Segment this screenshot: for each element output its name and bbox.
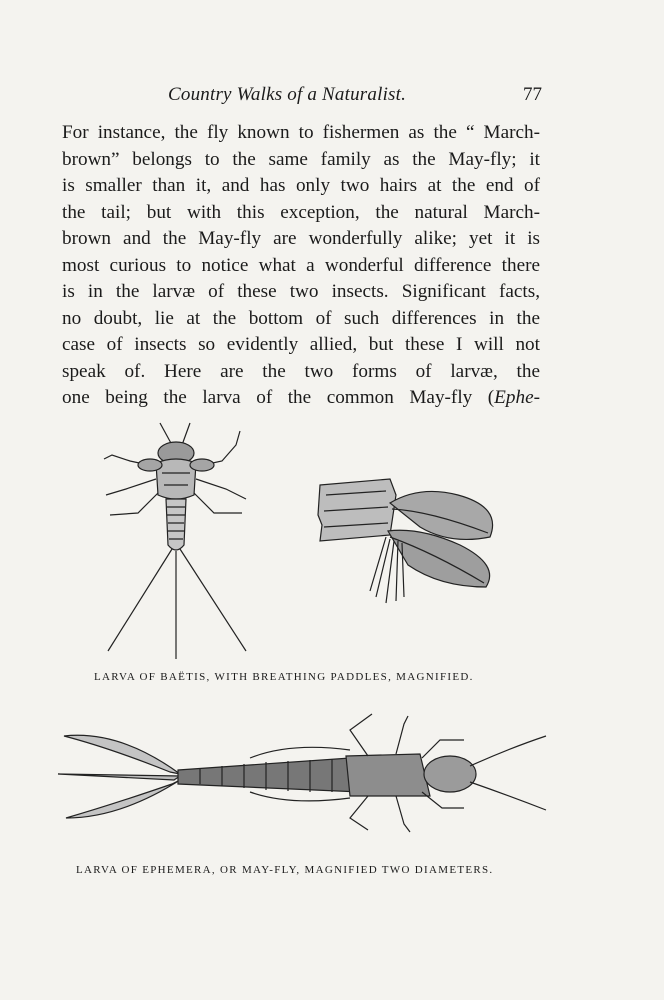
text-line: most curious to notice what a wonderful difference there bbox=[62, 254, 540, 276]
text-line: is smaller than it, and has only two hairs at the end of bbox=[62, 175, 540, 196]
text-line-last: one being the larva of the common May-fly (Ephe- bbox=[62, 387, 540, 408]
text-line: is in the larvæ of these two insects. Significant facts, bbox=[62, 281, 540, 302]
body-paragraph bbox=[62, 120, 540, 412]
ephemera-larva-illustration bbox=[50, 700, 554, 850]
text-line: brown and the May-fly are wonderfully alike; yet it is bbox=[62, 228, 540, 249]
text-line: For instance, the fly known to fishermen as the “ March- bbox=[62, 122, 540, 143]
page-number: 77 bbox=[523, 84, 542, 105]
text-line: brown” belongs to the same family as the May-fly; it bbox=[62, 148, 540, 170]
text-line: case of insects so evidently allied, but these I will not bbox=[62, 334, 540, 355]
baetis-larva-illustration bbox=[90, 415, 510, 665]
ephemera-caption: LARVA OF EPHEMERA, OR MAY-FLY, MAGNIFIED TWO DIAMETERS. bbox=[76, 864, 494, 876]
baetis-caption: LARVA OF BAËTIS, WITH BREATHING PADDLES, MAGNIFIED. bbox=[94, 671, 474, 683]
text-line: speak of. Here are the two forms of larvæ, the bbox=[62, 360, 540, 382]
text-line: the tail; but with this exception, the natural March- bbox=[62, 201, 540, 223]
running-title: Country Walks of a Naturalist. bbox=[168, 84, 407, 105]
page-header bbox=[60, 84, 542, 112]
text-line: no doubt, lie at the bottom of such differences in the bbox=[62, 307, 540, 329]
